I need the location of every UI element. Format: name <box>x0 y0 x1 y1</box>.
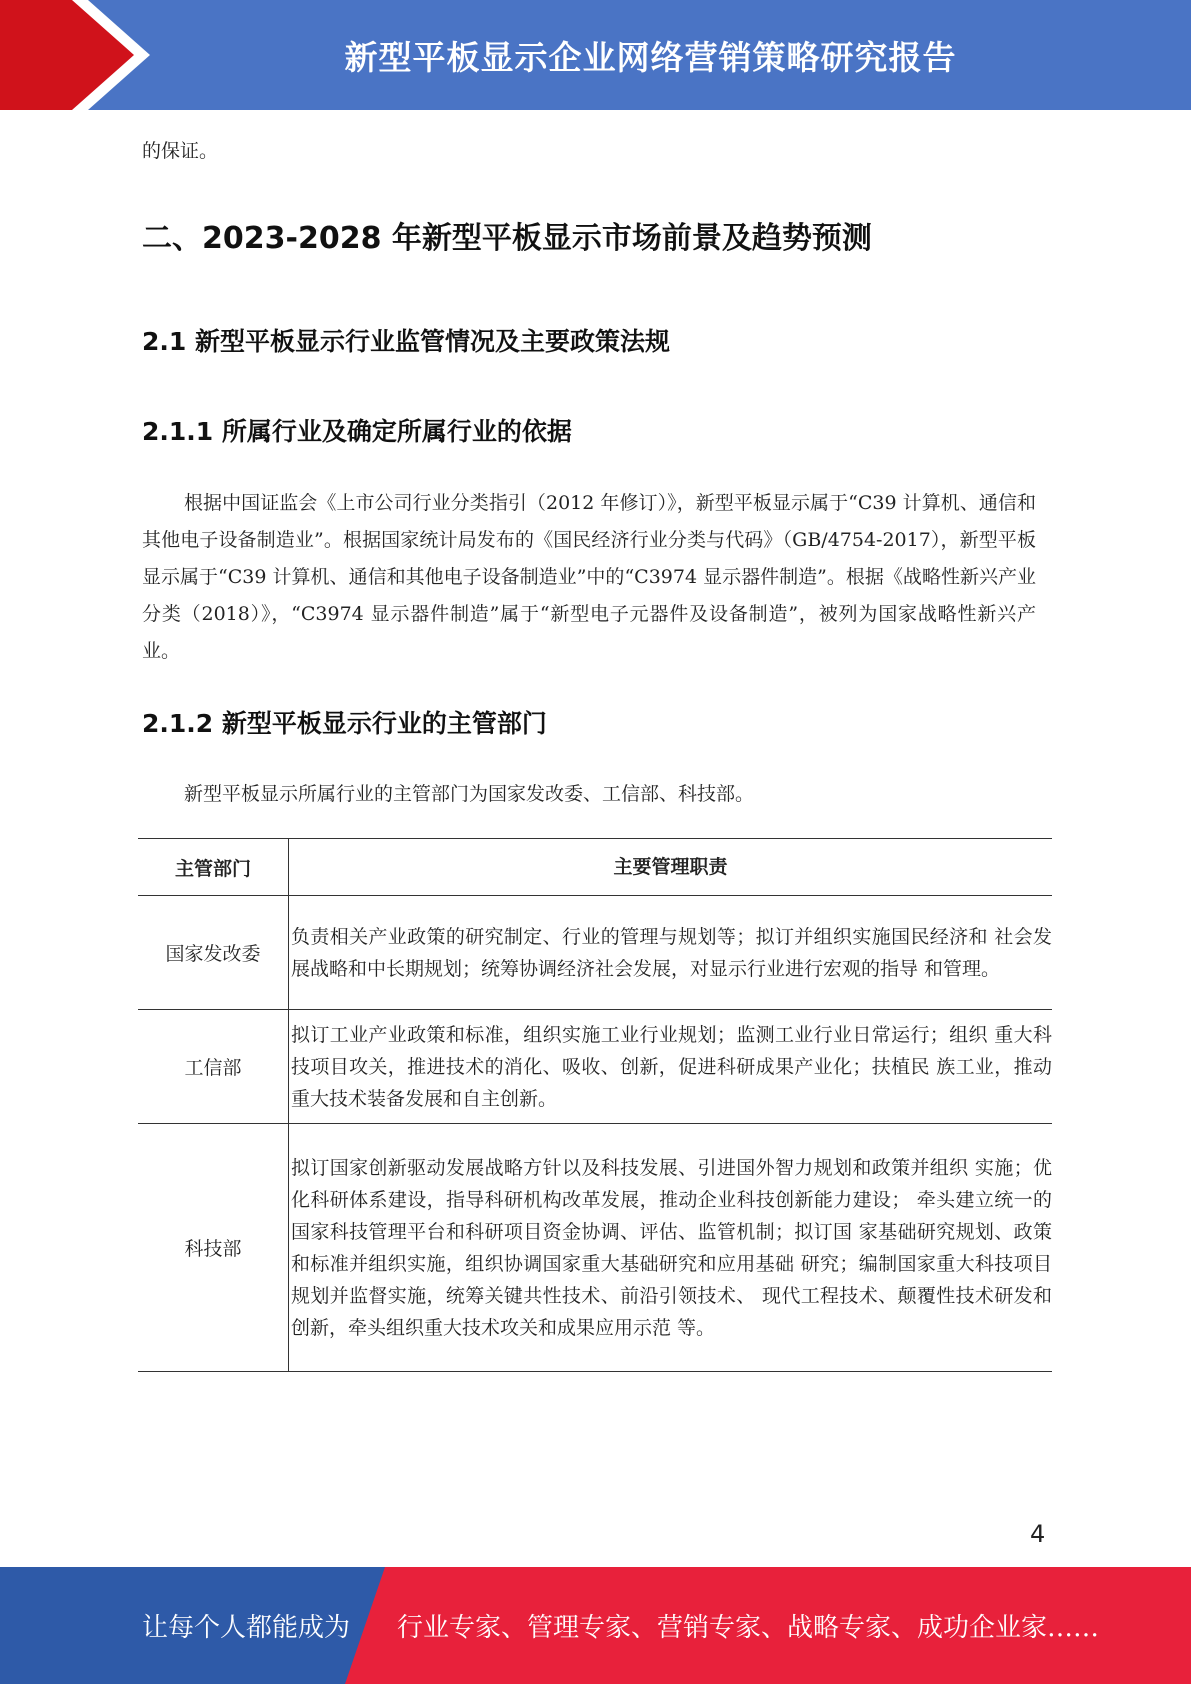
footer-slogan-left: 让每个人都能成为 <box>142 1613 351 1643</box>
continuation-text: 的保证。 <box>142 140 219 162</box>
footer-slogan-right: 行业专家、管理专家、营销专家、战略专家、成功企业家…… <box>397 1613 1100 1643</box>
table-row <box>138 1124 1052 1372</box>
header-red-arrow-shape <box>0 0 150 110</box>
duty-cell: 拟订国家创新驱动发展战略方针以及科技发展、引进国外智力规划和政策并组织 实施；优化科研体系建设，指导科研机构改革发展，推动企业科技创新能力建设； 牵头建立统一的国家科技管理平台和科研项目资金协调、评估、监管机制；拟订国 家基础研究规划、政策和标准并组织实施，组织协调国家重大基础研究和应用基础 研究；编制国家重大科技项目规划并监督实施，统筹关键共性技术、前沿引领技术、 现代工程技术、颠覆性技术研发和创新，牵头组织重大技术攻关和成果应用示范 等。 <box>291 1156 1052 1339</box>
dept-cell: 工信部 <box>138 1010 289 1124</box>
subsection-heading-2-1-1: 2.1.1 所属行业及确定所属行业的依据 <box>142 417 572 446</box>
section-heading: 二、2023-2028 年新型平板显示市场前景及趋势预测 <box>142 221 872 256</box>
header-dept: 主管部门 <box>138 839 289 896</box>
page-header <box>0 0 1191 110</box>
table-row <box>138 1010 1052 1124</box>
authority-duty-table <box>138 838 1052 1372</box>
duty-cell: 负责相关产业政策的研究制定、行业的管理与规划等；拟订并组织实施国民经济和 社会发展战略和中长期规划；统筹协调经济社会发展，对显示行业进行宏观的指导 和管理。 <box>291 925 1052 980</box>
header-duty: 主要管理职责 <box>613 856 728 878</box>
page-number: 4 <box>1030 1520 1046 1548</box>
paragraph-authorities: 新型平板显示所属行业的主管部门为国家发改委、工信部、科技部。 <box>184 783 755 805</box>
table-header-row <box>138 839 1052 896</box>
dept-cell: 国家发改委 <box>138 896 289 1010</box>
subsection-heading-2-1-2: 2.1.2 新型平板显示行业的主管部门 <box>142 709 547 738</box>
report-title: 新型平板显示企业网络营销策略研究报告 <box>344 37 957 77</box>
subsection-heading-2-1: 2.1 新型平板显示行业监管情况及主要政策法规 <box>142 327 670 356</box>
paragraph-industry-classification: 根据中国证监会《上市公司行业分类指引（2012 年修订）》，新型平板显示属于“C39 计算机、通信和其他电子设备制造业”。根据国家统计局发布的《国民经济行业分类与代码》（GB/4754-2017），新型平板显示属于“C39 计算机、通信和其他电子设备制造业”中的“C3974 显示器件制造”。根据《战略性新兴产业分类（2018）》，“C3974 显示器件制造”属于“新型电子元器件及设备制造”，被列为国家战略性新兴产业。 <box>142 492 1036 662</box>
duty-cell: 拟订工业产业政策和标准，组织实施工业行业规划；监测工业行业日常运行；组织 重大科技项目攻关，推进技术的消化、吸收、创新，促进科研成果产业化；扶植民 族工业，推动重大技术装备发展和自主创新。 <box>291 1023 1052 1110</box>
page-footer <box>0 1567 1191 1684</box>
table-row <box>138 896 1052 1010</box>
dept-cell: 科技部 <box>138 1124 289 1372</box>
